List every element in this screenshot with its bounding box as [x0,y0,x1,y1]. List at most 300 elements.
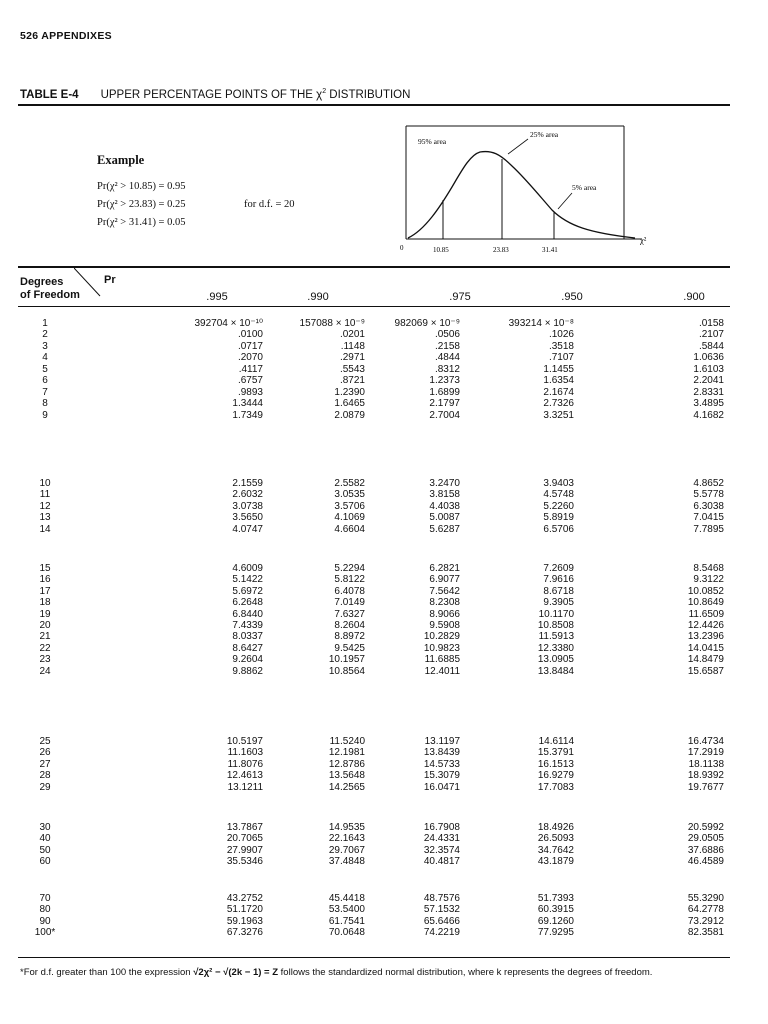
value-cell: 48.7576 [423,893,460,904]
value-cell: 5.1422 [232,574,263,586]
value-cell: .4844 [434,352,460,364]
label-25-area: 25% area [530,130,559,139]
value-cell: 10.8649 [687,597,724,609]
table-row [0,845,768,856]
value-cell: 11.1603 [227,747,263,759]
value-cell: 14.9535 [328,822,365,833]
df-cell: 24 [39,665,51,677]
value-cell: .7107 [548,352,574,364]
value-cell: 157088 × 10⁻⁹ [299,318,365,329]
df-cell: 15 [39,563,51,574]
df-cell: 3 [42,340,48,352]
value-cell: 9.2604 [232,654,263,666]
value-cell: 9.8862 [232,665,263,677]
value-cell: 43.1879 [537,856,574,868]
value-cell: 37.4848 [328,856,365,868]
table-title-text: UPPER PERCENTAGE POINTS OF THE [100,88,317,101]
value-cell: 3.0535 [334,489,365,501]
value-cell: 1.3444 [232,398,263,410]
table-row [0,620,768,631]
table-row [0,666,768,677]
value-cell: 14.2565 [328,781,365,793]
table-row [0,893,768,904]
value-cell: 22.1643 [328,833,365,845]
table-row [0,856,768,867]
value-cell: 6.8440 [232,608,263,620]
value-cell: 15.6587 [687,665,724,677]
table-row [0,387,768,398]
degrees-of-freedom-header [20,276,80,302]
value-cell: 16.0471 [423,781,460,793]
row-group-4 [0,563,768,620]
value-cell: 2.7326 [543,398,574,410]
value-cell: 26.5093 [537,833,574,845]
value-cell: 64.2778 [687,904,724,916]
footnote-expression: √2χ² − √(2k − 1) = Z [193,967,279,978]
value-cell: 2.7004 [429,409,460,421]
header-top-rule [18,266,730,268]
density-curve [408,152,635,238]
value-cell: 18.9392 [687,770,724,782]
value-cell: 82.3581 [687,927,724,939]
value-cell: .1026 [548,329,574,341]
value-cell: 29.0505 [687,833,724,845]
value-cell: 1.6103 [693,364,724,375]
table-row [0,759,768,770]
example-line-2: Pr(χ² > 23.83) = 0.25 [97,199,186,210]
value-cell: 10.1957 [328,654,365,666]
value-cell: .5844 [698,340,724,352]
value-cell: 2.2041 [693,375,724,387]
table-row [0,501,768,512]
footnote-post: follows the standardized normal distribution, where k represents the degrees of freedom. [278,967,653,978]
value-cell: 14.5733 [423,758,460,770]
df-cell: 60 [39,856,51,868]
value-cell: 1.1455 [543,364,574,375]
table-row [0,318,768,329]
value-cell: 5.6287 [429,523,460,535]
example-title: Example [97,153,145,167]
value-cell: 61.7541 [328,915,365,927]
value-cell: .8312 [434,364,460,375]
table-row [0,916,768,927]
value-cell: 45.4418 [328,893,365,904]
value-cell: .1148 [340,340,365,352]
table-row [0,398,768,409]
df-cell: 70 [39,893,51,904]
table-title-post: DISTRIBUTION [326,88,411,101]
value-cell: 35.5346 [226,856,263,868]
value-cell: 5.2294 [334,563,365,574]
example-line-3: Pr(χ² > 31.41) = 0.05 [97,217,186,228]
df-cell: 13 [39,512,51,524]
origin-label: 0 [400,244,404,252]
tick-23-83: 23.83 [493,246,509,254]
value-cell: 13.8484 [537,665,574,677]
value-cell: .0506 [434,329,460,341]
value-cell: 7.9616 [543,574,574,586]
value-cell: 2.6032 [232,489,263,501]
value-cell: 14.8479 [687,654,724,666]
value-cell: 10.0852 [687,585,724,597]
df-cell: 40 [39,833,51,845]
value-cell: 11.6509 [688,608,724,620]
degrees-label-line1: Degrees [20,276,64,288]
value-cell: 10.8508 [537,620,574,631]
df-cell: 14 [39,523,51,535]
value-cell: 17.7083 [537,781,574,793]
value-cell: 10.9823 [423,642,460,654]
df-cell: 80 [39,904,51,916]
value-cell: 11.8076 [227,758,263,770]
df-cell: 20 [39,620,51,631]
tick-10-85: 10.85 [433,246,449,254]
df-cell: 6 [42,375,48,387]
df-cell: 7 [42,386,48,398]
value-cell: 3.8158 [429,489,460,501]
value-cell: 53.5400 [328,904,365,916]
value-cell: 8.6718 [543,585,574,597]
table-row [0,586,768,597]
table-row [0,329,768,340]
df-cell: 28 [39,770,51,782]
value-cell: 6.5706 [543,523,574,535]
pr-header: Pr [104,274,116,286]
value-cell: 3.5650 [232,512,263,524]
value-cell: 9.5425 [334,642,365,654]
value-cell: 11.5913 [538,631,574,643]
table-row [0,747,768,758]
value-cell: 2.1674 [543,386,574,398]
row-group-5 [0,620,768,677]
table-row [0,563,768,574]
table-row [0,822,768,833]
value-cell: 8.2604 [334,620,365,631]
value-cell: 1.6899 [429,386,460,398]
df-cell: 8 [42,398,48,410]
value-cell: 9.3905 [543,597,574,609]
value-cell: 1.2373 [429,375,460,387]
value-cell: 18.4926 [537,822,574,833]
value-cell: 10.1170 [538,608,574,620]
df-cell: 2 [42,329,48,341]
value-cell: 4.6604 [334,523,365,535]
row-group-2 [0,364,768,421]
table-row [0,597,768,608]
value-cell: 12.8786 [328,758,365,770]
value-cell: 14.6114 [538,736,574,747]
value-cell: 20.5992 [687,822,724,833]
table-row [0,927,768,938]
table-row [0,364,768,375]
value-cell: 4.8652 [693,478,724,489]
value-cell: .3518 [548,340,574,352]
value-cell: 74.2219 [423,927,460,939]
value-cell: 67.3276 [226,927,263,939]
table-row [0,410,768,421]
value-cell: 3.0738 [232,500,263,512]
table-bottom-rule [18,957,730,958]
table-row [0,574,768,585]
row-group-8 [0,893,768,939]
value-cell: 15.3079 [423,770,460,782]
value-cell: 60.3915 [537,904,574,916]
example-line-1: Pr(χ² > 10.85) = 0.95 [97,181,186,192]
row-group-3 [0,478,768,535]
value-cell: 19.7677 [687,781,724,793]
df-cell: 4 [42,352,48,364]
value-cell: .2971 [339,352,365,364]
table-row [0,654,768,665]
value-cell: 982069 × 10⁻⁹ [394,318,460,329]
value-cell: .0717 [237,340,263,352]
value-cell: 59.1963 [226,915,263,927]
table-row [0,904,768,915]
label-95-area: 95% area [418,137,447,146]
value-cell: 13.7867 [226,822,263,833]
value-cell: 3.3251 [543,409,574,421]
value-cell: 9.3122 [693,574,724,586]
value-cell: 2.0879 [334,409,365,421]
value-cell: 1.0636 [693,352,724,364]
value-cell: 2.1797 [429,398,460,410]
value-cell: 8.6427 [232,642,263,654]
row-group-7 [0,822,768,868]
df-cell: 18 [39,597,51,609]
value-cell: 70.0648 [328,927,365,939]
value-cell: 4.5748 [543,489,574,501]
value-cell: 65.6466 [423,915,460,927]
chi-square-plot [400,122,660,257]
value-cell: 16.9279 [537,770,574,782]
value-cell: 14.0415 [687,642,724,654]
value-cell: 4.0747 [232,523,263,535]
table-row [0,375,768,386]
value-cell: 7.6327 [334,608,365,620]
table-row [0,833,768,844]
df-cell: 11 [39,489,51,501]
value-cell: 8.9066 [429,608,460,620]
row-group-6 [0,736,768,793]
table-row [0,609,768,620]
value-cell: .2107 [698,329,724,341]
table-row [0,512,768,523]
df-cell: 23 [39,654,51,666]
prob-header-995: .995 [206,291,228,303]
value-cell: .4117 [238,364,263,375]
value-cell: 37.6886 [687,844,724,856]
value-cell: 7.5642 [429,585,460,597]
value-cell: .0100 [237,329,263,341]
value-cell: 7.0149 [334,597,365,609]
value-cell: 6.3038 [693,500,724,512]
value-cell: 5.6972 [232,585,263,597]
value-cell: 7.2609 [543,563,574,574]
value-cell: 1.2390 [334,386,365,398]
value-cell: 13.8439 [423,747,460,759]
value-cell: 16.1513 [537,758,574,770]
df-cell: 12 [39,500,51,512]
value-cell: 69.1260 [537,915,574,927]
value-cell: 13.0905 [537,654,574,666]
value-cell: 15.3791 [537,747,574,759]
value-cell: 5.0087 [429,512,460,524]
pointer-5 [558,193,572,209]
value-cell: 3.9403 [543,478,574,489]
tick-31-41: 31.41 [542,246,558,254]
value-cell: 43.2752 [226,893,263,904]
df-cell: 22 [39,642,51,654]
value-cell: 10.5197 [226,736,263,747]
df-cell: 16 [39,574,51,586]
value-cell: 13.2396 [687,631,724,643]
df-cell: 19 [39,608,51,620]
value-cell: 10.8564 [328,665,365,677]
value-cell: .6757 [237,375,263,387]
value-cell: 20.7065 [226,833,263,845]
value-cell: 2.5582 [334,478,365,489]
prob-header-950: .950 [561,291,583,303]
value-cell: 16.7908 [423,822,460,833]
table-row [0,341,768,352]
value-cell: 5.2260 [543,500,574,512]
table-number: TABLE E-4 [20,88,79,101]
value-cell: 55.3290 [687,893,724,904]
df-cell: 90 [39,915,51,927]
prob-header-990: .990 [307,291,329,303]
value-cell: 6.2821 [429,563,460,574]
df-cell: 29 [39,781,51,793]
value-cell: 12.4426 [687,620,724,631]
footnote-pre: *For d.f. greater than 100 the expression [20,967,194,978]
value-cell: 8.0337 [232,631,263,643]
df-cell: 9 [42,409,48,421]
value-cell: 2.1559 [232,478,263,489]
value-cell: .9893 [237,386,263,398]
value-cell: 4.6009 [232,563,263,574]
value-cell: 12.4011 [424,665,460,677]
value-cell: 4.1069 [334,512,365,524]
df-cell: 1 [42,318,48,329]
value-cell: 11.5240 [329,736,365,747]
df-cell: 10 [39,478,51,489]
value-cell: 40.4817 [423,856,460,868]
value-cell: 1.6354 [543,375,574,387]
df-cell: 50 [39,844,51,856]
footnote [20,967,730,979]
value-cell: 1.6465 [334,398,365,410]
table-title [20,88,410,101]
value-cell: 32.3574 [423,844,460,856]
value-cell: 11.6885 [424,654,460,666]
value-cell: 73.2912 [687,915,724,927]
value-cell: 392704 × 10⁻¹⁰ [194,318,263,329]
value-cell: 7.0415 [693,512,724,524]
value-cell: .0201 [339,329,365,341]
value-cell: 2.8331 [693,386,724,398]
value-cell: 10.2829 [423,631,460,643]
value-cell: 3.4895 [693,398,724,410]
df-cell: 26 [39,747,51,759]
value-cell: 46.4589 [687,856,724,868]
value-cell: .5543 [339,364,365,375]
example-df-note: for d.f. = 20 [244,199,295,210]
table-row [0,478,768,489]
df-cell: 30 [39,822,51,833]
value-cell: 12.3380 [537,642,574,654]
value-cell: 51.1720 [226,904,263,916]
table-row [0,770,768,781]
df-cell: 5 [42,364,48,375]
value-cell: 8.8972 [334,631,365,643]
value-cell: 8.2308 [429,597,460,609]
df-cell: 25 [39,736,51,747]
value-cell: 16.4734 [687,736,724,747]
prob-header-900: .900 [683,291,705,303]
value-cell: 77.9295 [537,927,574,939]
label-5-area: 5% area [572,183,597,192]
table-row [0,782,768,793]
value-cell: 34.7642 [537,844,574,856]
table-row [0,489,768,500]
value-cell: .2158 [434,340,460,352]
header-bottom-rule [18,306,730,307]
value-cell: 12.1981 [328,747,365,759]
axis-label-chi2: χ² [640,235,647,245]
value-cell: 24.4331 [423,833,460,845]
value-cell: .8721 [339,375,365,387]
df-cell: 27 [39,758,51,770]
value-cell: 57.1532 [423,904,460,916]
value-cell: .2070 [237,352,263,364]
value-cell: 393214 × 10⁻⁸ [508,318,574,329]
table-row [0,736,768,747]
value-cell: 13.5648 [328,770,365,782]
value-cell: 6.9077 [429,574,460,586]
table-row [0,352,768,363]
df-cell: 17 [39,585,51,597]
value-cell: 5.5778 [693,489,724,501]
table-row [0,524,768,535]
value-cell: 17.2919 [687,747,724,759]
value-cell: 7.4339 [232,620,263,631]
page-header: 526 APPENDIXES [20,30,112,42]
value-cell: 13.1197 [424,736,460,747]
value-cell: .0158 [698,318,724,329]
value-cell: 5.8122 [334,574,365,586]
value-cell: 13.1211 [227,781,263,793]
value-cell: 4.4038 [429,500,460,512]
value-cell: 29.7067 [328,844,365,856]
value-cell: 9.5908 [429,620,460,631]
value-cell: 12.4613 [226,770,263,782]
table-row [0,631,768,642]
value-cell: 1.7349 [232,409,263,421]
df-cell: 100* [34,927,56,939]
value-cell: 5.8919 [543,512,574,524]
value-cell: 18.1138 [688,758,724,770]
table-title-sup: 2 [322,88,327,95]
value-cell: 51.7393 [537,893,574,904]
row-group-1 [0,318,768,364]
value-cell: 6.2648 [232,597,263,609]
degrees-label-line2: of Freedom [20,289,80,301]
value-cell: 7.7895 [693,523,724,535]
value-cell: 27.9907 [226,844,263,856]
table-title-chi: χ [316,88,323,101]
prob-header-975: .975 [449,291,471,303]
title-rule [18,104,730,106]
